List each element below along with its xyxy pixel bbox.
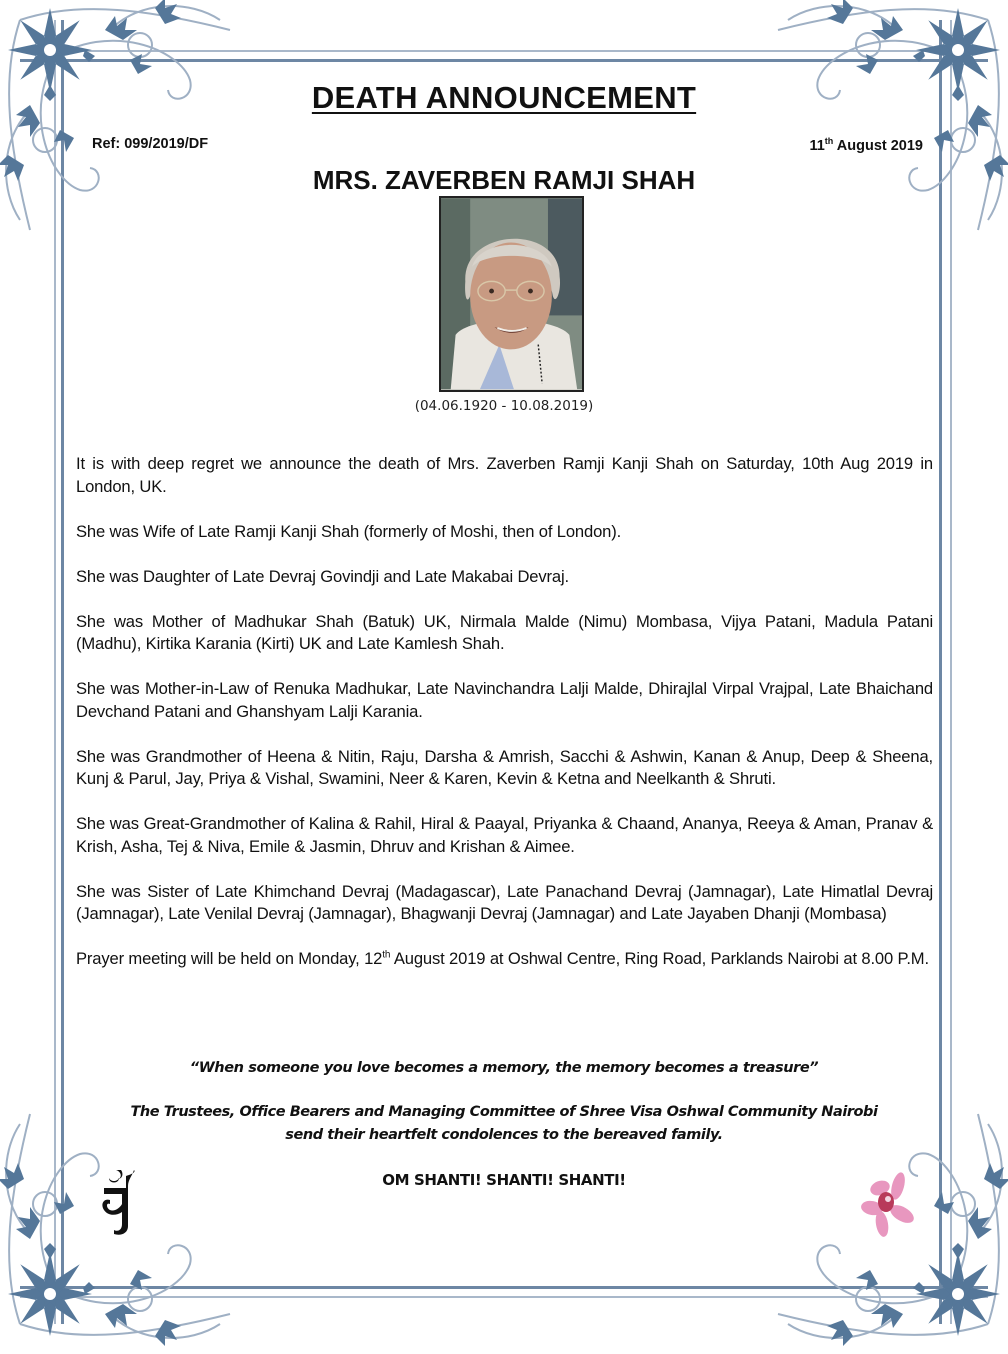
paragraph-great-grandmother: She was Great-Grandmother of Kalina & Rahil, Hiral & Paayal, Priyanka & Chaand, Ananya, Reeya & Aman, Pranav & Krish, Asha, Tej & Niva, Emile & Jasmin, Dhruv and Krishan & Aimee. bbox=[76, 814, 933, 856]
paragraph-announcement: It is with deep regret we announce the death of Mrs. Zaverben Ramji Kanji Shah on Saturday, 10th Aug 2019 in London, UK. bbox=[76, 454, 933, 496]
condolence-line-2: send their heartfelt condolences to the bereaved family. bbox=[285, 1127, 723, 1143]
corner-ornament-top-left bbox=[0, 0, 240, 240]
condolence-message bbox=[0, 1101, 1008, 1147]
announcement-body bbox=[76, 453, 933, 993]
paragraph-grandmother: She was Grandmother of Heena & Nitin, Raju, Darsha & Amrish, Sacchi & Ashwin, Kanan & Anup, Deep & Sheena, Kunj & Parul, Jay, Priya & Vishal, Swamini, Neer & Karen, Kevin & Ketna and Neelkanth & Shruti. bbox=[76, 746, 933, 788]
pink-orchid-icon bbox=[860, 1172, 916, 1238]
closing-prayer: OM SHANTI! SHANTI! SHANTI! bbox=[382, 1171, 626, 1189]
condolence-line-1: The Trustees, Office Bearers and Managing Committee of Shree Visa Oshwal Community Nairobi bbox=[130, 1104, 878, 1120]
floral-corner-ornament-icon bbox=[0, 0, 240, 240]
corner-ornament-top-right bbox=[768, 0, 1008, 240]
portrait-photo bbox=[439, 196, 584, 392]
paragraph-daughter: She was Daughter of Late Devraj Govindji and Late Makabai Devraj. bbox=[76, 566, 569, 586]
paragraph-sister: She was Sister of Late Khimchand Devraj (Madagascar), Late Panachand Devraj (Jamnagar), Late Himatlal Devraj (Jamnagar), Late Venilal Devraj (Jamnagar), Bhagwanji Devraj (Jamnagar) and Late Jayaben Dhanji (Mombasa) bbox=[76, 881, 933, 923]
deceased-name: MRS. ZAVERBEN RAMJI SHAH bbox=[312, 165, 696, 195]
paragraph-prayer-meeting: Prayer meeting will be held on Monday, 12th August 2019 at Oshwal Centre, Ring Road, Parklands Nairobi at 8.00 P.M. bbox=[76, 949, 929, 968]
paragraph-wife: She was Wife of Late Ramji Kanji Shah (formerly of Moshi, then of London). bbox=[76, 521, 622, 541]
paragraph-mother-in-law: She was Mother-in-Law of Renuka Madhukar, Late Navinchandra Lalji Malde, Dhirajlal Virpal Vrajpal, Late Bhaichand Devchand Patani and Ghanshyam Lalji Karania. bbox=[76, 679, 933, 721]
announcement-date: 11th August 2019 bbox=[809, 136, 923, 154]
jain-om-symbol-icon bbox=[96, 1166, 138, 1238]
paragraph-mother: She was Mother of Madhukar Shah (Batuk) UK, Nirmala Malde (Nimu) Mombasa, Vijya Patani, Madula Patani (Madhu), Kirtika Karania (Kirti) UK and Late Kamlesh Shah. bbox=[76, 611, 933, 653]
lifespan-dates: (04.06.1920 - 10.08.2019) bbox=[414, 398, 594, 414]
floral-corner-ornament-icon bbox=[768, 0, 1008, 240]
memorial-quote: “When someone you love becomes a memory, the memory becomes a treasure” bbox=[189, 1060, 819, 1076]
reference-number: Ref: 099/2019/DF bbox=[92, 136, 209, 152]
page-title: DEATH ANNOUNCEMENT bbox=[311, 80, 697, 115]
